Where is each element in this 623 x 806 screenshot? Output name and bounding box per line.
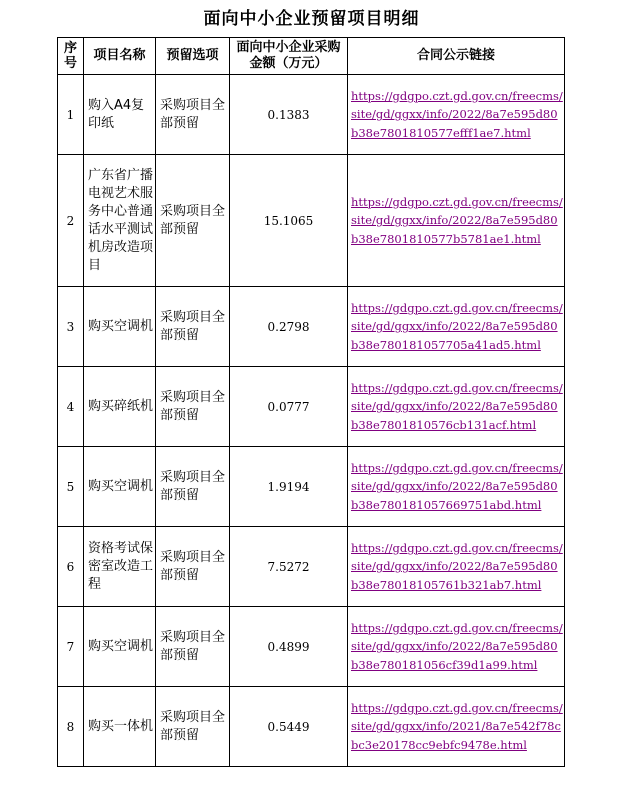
table-row <box>58 447 565 527</box>
contract-link[interactable]: https://gdgpo.czt.gd.gov.cn/freecms/site/gd/ggxx/info/2022/8a7e595d80b38e780181057705a41ad5.html <box>351 300 563 352</box>
row-index: 5 <box>58 447 84 527</box>
project-name: 购买空调机 <box>84 447 156 527</box>
contract-link-cell <box>348 155 565 287</box>
table-row <box>58 75 565 155</box>
row-index: 8 <box>58 687 84 767</box>
contract-link[interactable]: https://gdgpo.czt.gd.gov.cn/freecms/site/gd/ggxx/info/2022/8a7e595d80b38e780181056cf39d1a99.html <box>351 620 563 672</box>
reserve-option: 采购项目全部预留 <box>156 155 230 287</box>
project-name: 购买空调机 <box>84 287 156 367</box>
table-row <box>58 287 565 367</box>
project-name: 购买空调机 <box>84 607 156 687</box>
project-name: 购买一体机 <box>84 687 156 767</box>
header-link: 合同公示链接 <box>348 38 565 75</box>
contract-link[interactable]: https://gdgpo.czt.gd.gov.cn/freecms/site/gd/ggxx/info/2022/8a7e595d80b38e780181057669751abd.html <box>351 460 563 512</box>
contract-link[interactable]: https://gdgpo.czt.gd.gov.cn/freecms/site/gd/ggxx/info/2022/8a7e595d80b38e7801810577b5781ae1.html <box>351 194 563 246</box>
contract-link-cell <box>348 447 565 527</box>
table-row <box>58 607 565 687</box>
contract-link[interactable]: https://gdgpo.czt.gd.gov.cn/freecms/site/gd/ggxx/info/2022/8a7e595d80b38e7801810576cb131acf.html <box>351 380 563 432</box>
table-row <box>58 155 565 287</box>
page-title: 面向中小企业预留项目明细 <box>203 9 420 29</box>
amount: 0.0777 <box>230 367 348 447</box>
project-name: 购买碎纸机 <box>84 367 156 447</box>
amount: 1.9194 <box>230 447 348 527</box>
table-row <box>58 527 565 607</box>
row-index: 6 <box>58 527 84 607</box>
row-index: 4 <box>58 367 84 447</box>
contract-link[interactable]: https://gdgpo.czt.gd.gov.cn/freecms/site/gd/ggxx/info/2022/8a7e595d80b38e7801810577efff1ae7.html <box>351 88 563 140</box>
contract-link-cell <box>348 75 565 155</box>
header-amount: 面向中小企业采购金额（万元） <box>230 38 348 75</box>
project-table <box>57 37 565 767</box>
row-index: 1 <box>58 75 84 155</box>
contract-link-cell <box>348 287 565 367</box>
reserve-option: 采购项目全部预留 <box>156 527 230 607</box>
amount: 0.5449 <box>230 687 348 767</box>
amount: 0.4899 <box>230 607 348 687</box>
reserve-option: 采购项目全部预留 <box>156 607 230 687</box>
project-name: 资格考试保密室改造工程 <box>84 527 156 607</box>
table-header-row <box>58 38 565 75</box>
table-row <box>58 367 565 447</box>
header-option: 预留选项 <box>156 38 230 75</box>
contract-link-cell <box>348 527 565 607</box>
project-name: 广东省广播电视艺术服务中心普通话水平测试机房改造项目 <box>84 155 156 287</box>
amount: 0.1383 <box>230 75 348 155</box>
reserve-option: 采购项目全部预留 <box>156 687 230 767</box>
amount: 7.5272 <box>230 527 348 607</box>
table-row <box>58 687 565 767</box>
project-name: 购入A4复印纸 <box>84 75 156 155</box>
header-index: 序号 <box>58 38 84 75</box>
reserve-option: 采购项目全部预留 <box>156 75 230 155</box>
contract-link[interactable]: https://gdgpo.czt.gd.gov.cn/freecms/site/gd/ggxx/info/2022/8a7e595d80b38e78018105761b321ab7.html <box>351 540 563 592</box>
amount: 0.2798 <box>230 287 348 367</box>
amount: 15.1065 <box>230 155 348 287</box>
reserve-option: 采购项目全部预留 <box>156 367 230 447</box>
contract-link-cell <box>348 687 565 767</box>
reserve-option: 采购项目全部预留 <box>156 447 230 527</box>
reserve-option: 采购项目全部预留 <box>156 287 230 367</box>
row-index: 2 <box>58 155 84 287</box>
contract-link-cell <box>348 607 565 687</box>
contract-link-cell <box>348 367 565 447</box>
contract-link[interactable]: https://gdgpo.czt.gd.gov.cn/freecms/site/gd/ggxx/info/2021/8a7e542f78cbc3e20178cc9ebfc9478e.html <box>351 700 563 752</box>
row-index: 3 <box>58 287 84 367</box>
header-name: 项目名称 <box>84 38 156 75</box>
row-index: 7 <box>58 607 84 687</box>
